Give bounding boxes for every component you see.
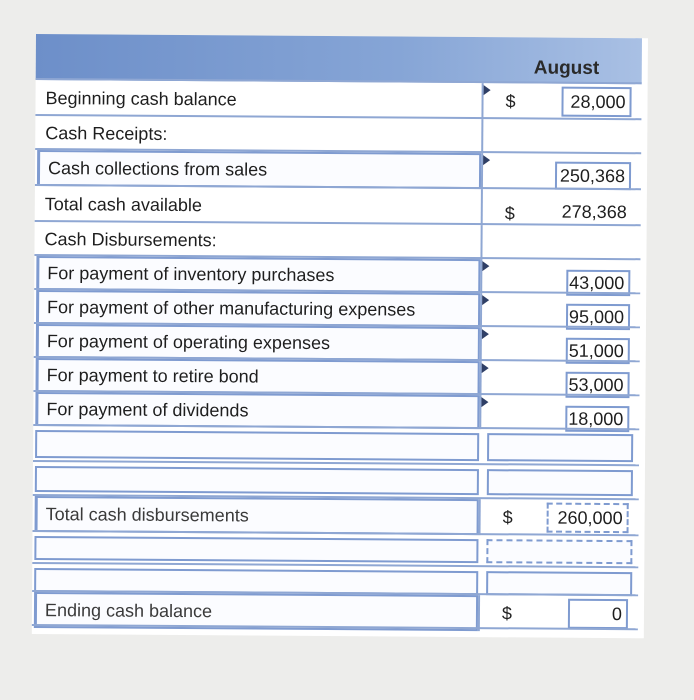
input-flag-icon	[482, 295, 489, 305]
empty-label-input[interactable]	[35, 430, 479, 461]
cash-collections-label[interactable]: Cash collections from sales	[37, 150, 481, 189]
empty-label-input[interactable]	[35, 466, 479, 495]
cash-budget-table	[32, 34, 648, 638]
operating-expenses-value[interactable]: 51,000	[566, 338, 630, 364]
column-divider	[479, 499, 481, 535]
total-cash-available-value: 278,368	[561, 201, 627, 222]
dollar-sign: $	[502, 506, 513, 527]
dividends-value[interactable]: 18,000	[565, 406, 629, 432]
ending-cash-value[interactable]: 0	[568, 599, 628, 629]
retire-bond-value[interactable]: 53,000	[565, 372, 629, 398]
table-header	[36, 34, 642, 84]
operating-expenses-label[interactable]: For payment of operating expenses	[36, 324, 480, 361]
total-disbursements-value[interactable]: 260,000	[547, 503, 629, 534]
column-divider	[481, 189, 483, 225]
other-manufacturing-value[interactable]: 95,000	[566, 304, 630, 330]
column-divider	[481, 119, 483, 153]
input-flag-icon	[484, 85, 491, 95]
input-flag-icon	[483, 155, 490, 165]
beginning-cash-value[interactable]: 28,000	[561, 87, 631, 117]
empty-value-input[interactable]	[487, 433, 633, 462]
input-flag-icon	[482, 363, 489, 373]
retire-bond-label[interactable]: For payment to retire bond	[36, 358, 480, 395]
empty-label-input[interactable]	[34, 536, 478, 563]
empty-value-input[interactable]	[486, 539, 632, 564]
dollar-sign: $	[504, 202, 515, 223]
month-header: August	[533, 57, 600, 79]
column-divider	[480, 225, 482, 259]
dollar-sign: $	[501, 602, 513, 623]
dividends-label[interactable]: For payment of dividends	[35, 392, 479, 429]
other-manufacturing-label[interactable]: For payment of other manufacturing expenses	[36, 290, 480, 327]
inventory-purchases-label[interactable]: For payment of inventory purchases	[36, 256, 480, 293]
dollar-sign: $	[505, 90, 516, 111]
cash-receipts-label: Cash Receipts:	[45, 122, 168, 144]
cash-collections-value[interactable]: 250,368	[555, 162, 631, 191]
inventory-purchases-value[interactable]: 43,000	[566, 270, 630, 296]
column-divider	[478, 595, 480, 631]
cash-disbursements-label: Cash Disbursements:	[44, 228, 217, 250]
input-flag-icon	[481, 397, 488, 407]
input-flag-icon	[482, 261, 489, 271]
ending-cash-label[interactable]: Ending cash balance	[34, 592, 478, 631]
empty-value-input[interactable]	[487, 469, 633, 496]
input-flag-icon	[482, 329, 489, 339]
beginning-cash-label: Beginning cash balance	[45, 87, 237, 109]
total-disbursements-label[interactable]: Total cash disbursements	[35, 496, 479, 535]
total-cash-available-label: Total cash available	[44, 193, 202, 215]
